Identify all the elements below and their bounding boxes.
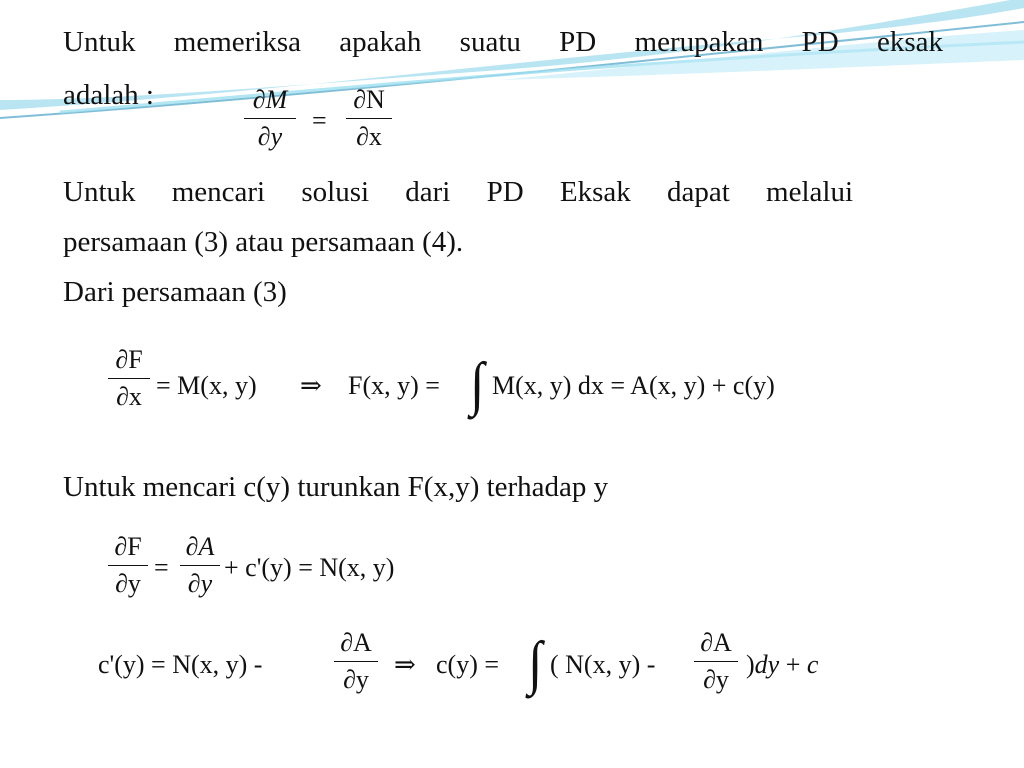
eq1-denominator-left: ∂y — [257, 122, 283, 151]
eq2-denominator: ∂x — [116, 382, 142, 411]
fraction-bar — [108, 565, 148, 566]
eq4-fraction-1 — [334, 628, 378, 695]
eq4-fraction-2 — [694, 628, 738, 695]
header-swoosh-decoration — [0, 0, 1024, 140]
eq1-equals: = — [312, 106, 327, 135]
fraction-bar — [346, 118, 392, 119]
eq3-fraction-left — [108, 532, 148, 599]
fraction-bar — [334, 661, 378, 662]
eq4-part-3: ( N(x, y) - — [550, 650, 656, 679]
eq3-equals: = — [154, 553, 169, 582]
fraction-bar — [244, 118, 296, 119]
text-line-5: Dari persamaan (3) — [63, 276, 287, 308]
eq4-denominator-1: ∂y — [343, 665, 369, 694]
fraction-bar — [180, 565, 220, 566]
eq3-rest: + c'(y) = N(x, y) — [224, 553, 395, 582]
eq1-numerator-left: ∂M — [252, 85, 288, 114]
text-line-2: adalah : — [63, 79, 154, 111]
eq3-numerator-left: ∂F — [114, 532, 142, 561]
eq3-denominator-left: ∂y — [115, 569, 141, 598]
eq4-part-4 — [746, 650, 818, 680]
eq3-numerator-right: ∂A — [185, 532, 215, 561]
eq1-fraction-right — [346, 85, 392, 152]
eq3-fraction-right — [180, 532, 220, 599]
eq4-denominator-2: ∂y — [703, 665, 729, 694]
fraction-bar — [108, 378, 150, 379]
eq4-part-1: c'(y) = N(x, y) - — [98, 650, 263, 679]
eq4-implies-arrow: ⇒ — [394, 650, 416, 679]
eq2-part-1: = M(x, y) — [156, 371, 257, 400]
eq2-numerator: ∂F — [115, 345, 143, 374]
eq1-fraction-left — [244, 85, 296, 152]
eq4-dy: dy — [754, 650, 780, 679]
eq2-part-3: M(x, y) dx = A(x, y) + c(y) — [492, 371, 775, 400]
eq1-denominator-right: ∂x — [356, 122, 382, 151]
eq2-integral-sign: ∫ — [470, 351, 485, 418]
eq4-integral-sign: ∫ — [528, 630, 543, 697]
fraction-bar — [694, 661, 738, 662]
eq4-numerator-2: ∂A — [700, 628, 732, 657]
text-line-4: persamaan (3) atau persamaan (4). — [63, 226, 464, 258]
eq4-numerator-1: ∂A — [340, 628, 372, 657]
eq1-numerator-right: ∂N — [353, 85, 385, 114]
text-line-3: Untuk mencari solusi dari PD Eksak dapat melalui — [63, 176, 853, 208]
eq4-plus: + — [785, 650, 801, 679]
eq2-part-2: F(x, y) = — [348, 371, 440, 400]
eq4-close-paren: ) — [746, 650, 755, 679]
eq3-denominator-right: ∂y — [187, 569, 213, 598]
eq2-fraction — [108, 345, 150, 412]
text-line-1: Untuk memeriksa apakah suatu PD merupakan PD eksak — [63, 26, 943, 58]
text-line-6: Untuk mencari c(y) turunkan F(x,y) terhadap y — [63, 471, 609, 503]
eq4-part-2: c(y) = — [436, 650, 500, 679]
eq2-implies-arrow: ⇒ — [300, 371, 322, 400]
eq4-constant: c — [806, 650, 819, 679]
